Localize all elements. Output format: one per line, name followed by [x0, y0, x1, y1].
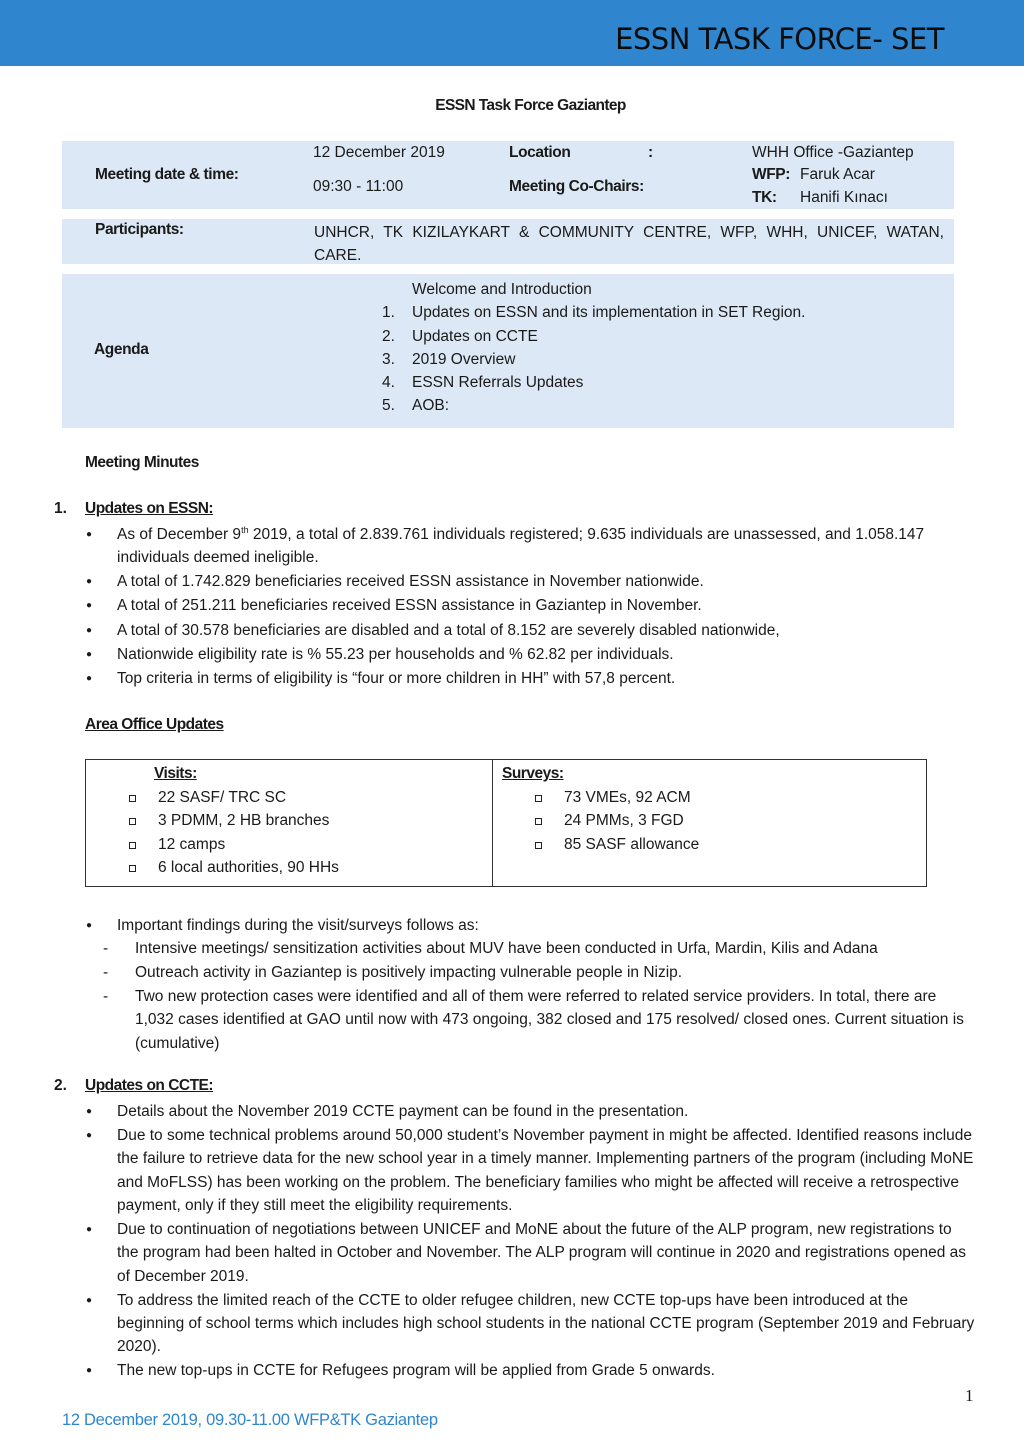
minutes-heading: Meeting Minutes [85, 454, 199, 471]
tk-label: TK: [752, 189, 777, 206]
list-item: ● To address the limited reach of the CCTE to older refugee children, new CCTE top-ups have been introduced at the beginning of school terms which includes high school students in the national CCTE program (September 2019 and February 2020). [85, 1289, 977, 1359]
visits-header: Visits: [154, 765, 197, 782]
list-item: 24 PMMs, 3 FGD [534, 809, 699, 832]
header-band [0, 0, 1024, 66]
area-office-table [85, 759, 927, 887]
list-item: ● The new top-ups in CCTE for Refugees program will be applied from Grade 5 onwards. [85, 1359, 977, 1382]
meeting-time: 09:30 - 11:00 [313, 178, 404, 195]
essn-bullet-list [85, 523, 965, 691]
list-item: 12 camps [128, 833, 339, 856]
list-item: 22 SASF/ TRC SC [128, 786, 339, 809]
section-2-number: 2. [54, 1077, 67, 1094]
table-divider [492, 760, 493, 886]
list-item: - Outreach activity in Gaziantep is positively impacting vulnerable people in Nizip. [103, 961, 973, 984]
participants-row [62, 219, 954, 264]
area-office-heading: Area Office Updates [85, 716, 224, 733]
list-item: - Intensive meetings/ sensitization activities about MUV have been conducted in Urfa, Mardin, Kilis and Adana [103, 937, 973, 960]
list-item: 6 local authorities, 90 HHs [128, 856, 339, 879]
list-item: ● Due to continuation of negotiations between UNICEF and MoNE about the future of the ALP program, new registrations to the program had been halted in October and November. The ALP program will continue in 2020 and registrations opened as of December 2019. [85, 1218, 977, 1288]
section-1-number: 1. [54, 500, 67, 517]
list-item: ● Nationwide eligibility rate is % 55.23 per households and % 62.82 per individuals. [85, 643, 965, 666]
page-footer: 12 December 2019, 09.30-11.00 WFP&TK Gaziantep [62, 1411, 438, 1429]
findings-intro-list [85, 914, 965, 938]
list-item: ● Top criteria in terms of eligibility is “four or more children in HH” with 57,8 percent. [85, 667, 965, 690]
list-item: 73 VMEs, 92 ACM [534, 786, 699, 809]
list-item: ● A total of 30.578 beneficiaries are disabled and a total of 8.152 are severely disabled nationwide, [85, 619, 965, 642]
location-colon: : [648, 144, 653, 161]
page-number: 1 [965, 1386, 974, 1405]
location-label: Location [509, 144, 571, 161]
document-title: ESSN Task Force Gaziantep [435, 97, 626, 114]
list-item: ● Due to some technical problems around 50,000 student’s November payment in might be affected. Identified reasons include the failure to retrieve data for the new school year in a timely manner. Implementing partners of the program (including MoNE and MoFLSS) has been working on the problem. The beneficiary families who might be affected will receive a retrospective payment, only if they still meet the eligibility requirements. [85, 1124, 977, 1217]
surveys-header: Surveys: [502, 765, 564, 782]
findings-dash-list [103, 937, 973, 1056]
tk-chair: Hanifi Kınacı [800, 189, 888, 206]
list-item: 3 PDMM, 2 HB branches [128, 809, 339, 832]
section-2-heading: Updates on CCTE: [85, 1077, 214, 1094]
agenda-label: Agenda [94, 341, 149, 358]
participants-value: UNHCR, TK KIZILAYKART & COMMUNITY CENTRE, WFP, WHH, UNICEF, WATAN, CARE. [314, 224, 944, 264]
location-value: WHH Office -Gaziantep [752, 144, 914, 161]
wfp-label: WFP: [752, 166, 790, 183]
meeting-date: 12 December 2019 [313, 144, 445, 161]
list-item: - Two new protection cases were identified and all of them were referred to related service providers. In total, there are 1,032 cases identified at GAO until now with 473 ongoing, 382 closed and 175 resolved/ closed ones. Current situation is (cumulative) [103, 985, 973, 1055]
agenda-row: Agenda Welcome and Introduction 1. Updates on ESSN and its implementation in SET Region. 2. Updates on CCTE 3. 2019 Overview 4. ESSN Referrals Updates 5. AOB: [62, 274, 954, 428]
header-title: ESSN TASK FORCE- SET [615, 22, 944, 56]
wfp-chair: Faruk Acar [800, 166, 875, 183]
meeting-date-label: Meeting date & time: [95, 166, 239, 183]
list-item: 85 SASF allowance [534, 833, 699, 856]
list-item: ● Important findings during the visit/surveys follows as: [85, 914, 965, 937]
list-item: ● A total of 251.211 beneficiaries received ESSN assistance in Gaziantep in November. [85, 594, 965, 617]
cochairs-label: Meeting Co-Chairs: [509, 178, 644, 195]
meeting-info-row [62, 141, 954, 209]
list-item: ● Details about the November 2019 CCTE payment can be found in the presentation. [85, 1100, 977, 1123]
section-1-heading: Updates on ESSN: [85, 500, 214, 517]
ccte-bullet-list [85, 1100, 977, 1384]
visits-list [128, 786, 339, 879]
participants-label: Participants: [95, 221, 184, 238]
list-item: ● As of December 9th 2019, a total of 2.839.761 individuals registered; 9.635 individuals are unassessed, and 1.058.147 individuals deemed ineligible. [85, 523, 965, 570]
surveys-list [534, 786, 699, 856]
list-item: ● A total of 1.742.829 beneficiaries received ESSN assistance in November nationwide. [85, 570, 965, 593]
